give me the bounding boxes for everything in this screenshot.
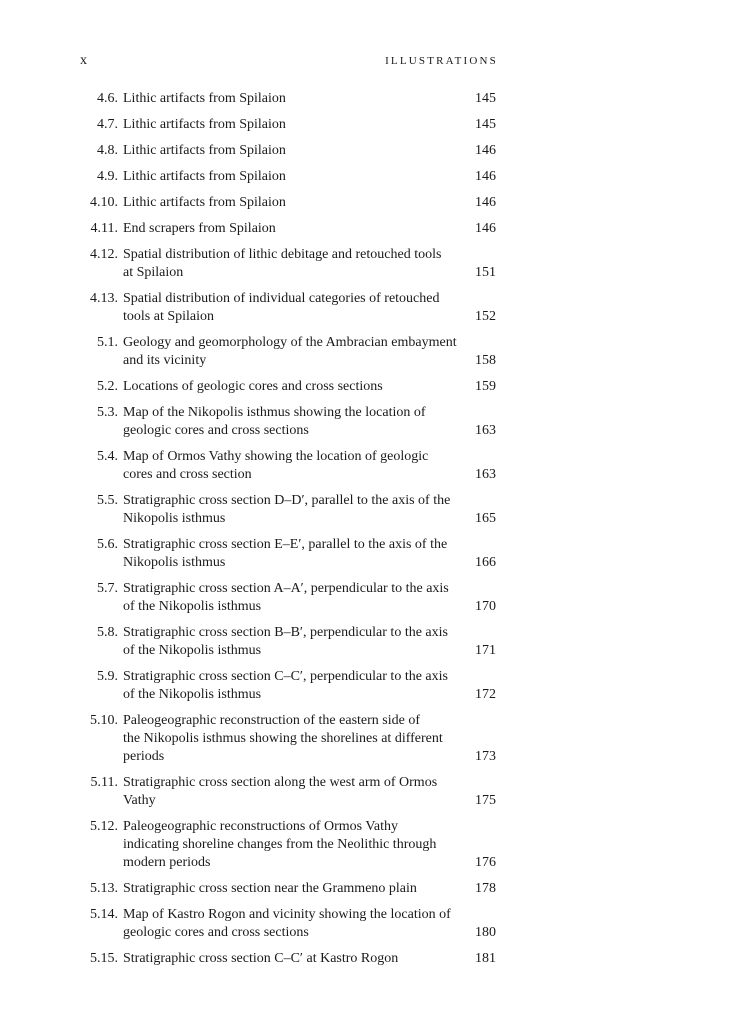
- list-item: [0, 668, 748, 704]
- caption-line: Lithic artifacts from Spilaion: [123, 117, 286, 132]
- caption-line: Map of Ormos Vathy showing the location of geologic: [123, 449, 429, 464]
- figure-caption: [123, 220, 473, 238]
- figure-number: 4.12.: [90, 247, 118, 262]
- caption-line: End scrapers from Spilaion: [123, 221, 276, 236]
- illustrations-list: [0, 90, 748, 976]
- list-item: [0, 536, 748, 572]
- figure-caption: [123, 142, 473, 160]
- caption-line: Lithic artifacts from Spilaion: [123, 143, 286, 158]
- list-item: [0, 290, 748, 326]
- figure-number: 5.1.: [97, 335, 118, 350]
- page-reference: 170: [475, 599, 496, 614]
- list-item: [0, 246, 748, 282]
- caption-line: of the Nikopolis isthmus: [123, 643, 262, 658]
- figure-number: 5.11.: [90, 775, 118, 790]
- page-reference: 171: [475, 643, 496, 658]
- caption-line: Stratigraphic cross section A–A′, perpendicular to the axis: [123, 581, 449, 596]
- caption-line: tools at Spilaion: [123, 309, 214, 324]
- figure-caption: [123, 712, 473, 766]
- figure-number: 5.12.: [90, 819, 118, 834]
- caption-line: Nikopolis isthmus: [123, 511, 226, 526]
- caption-line: of the Nikopolis isthmus: [123, 599, 262, 614]
- page-reference: 165: [475, 511, 496, 526]
- list-item: [0, 194, 748, 212]
- caption-line: periods: [123, 749, 165, 764]
- figure-caption: [123, 774, 473, 810]
- page-reference: 173: [475, 749, 496, 764]
- list-item: [0, 378, 748, 396]
- list-item: [0, 818, 748, 872]
- figure-number: 4.6.: [97, 91, 118, 106]
- caption-line: Spatial distribution of lithic debitage and retouched tools: [123, 247, 442, 262]
- caption-line: Lithic artifacts from Spilaion: [123, 195, 286, 210]
- caption-line: of the Nikopolis isthmus: [123, 687, 262, 702]
- list-item: [0, 580, 748, 616]
- caption-line: Lithic artifacts from Spilaion: [123, 169, 286, 184]
- page-reference: 146: [475, 143, 496, 158]
- caption-line: Stratigraphic cross section E–E′, parallel to the axis of the: [123, 537, 448, 552]
- list-item: [0, 774, 748, 810]
- page-reference: 163: [475, 467, 496, 482]
- figure-caption: [123, 194, 473, 212]
- figure-caption: [123, 116, 473, 134]
- page-reference: 181: [475, 951, 496, 966]
- figure-number: 4.8.: [97, 143, 118, 158]
- figure-number: 5.9.: [97, 669, 118, 684]
- list-item: [0, 168, 748, 186]
- figure-caption: [123, 950, 473, 968]
- list-item: [0, 404, 748, 440]
- figure-caption: [123, 404, 473, 440]
- figure-number: 4.9.: [97, 169, 118, 184]
- page-reference: 145: [475, 91, 496, 106]
- page-reference: 151: [475, 265, 496, 280]
- figure-caption: [123, 334, 473, 370]
- page-reference: 176: [475, 855, 496, 870]
- figure-number: 5.13.: [90, 881, 118, 896]
- caption-line: Paleogeographic reconstruction of the eastern side of: [123, 713, 421, 728]
- figure-caption: [123, 90, 473, 108]
- figure-caption: [123, 378, 473, 396]
- caption-line: indicating shoreline changes from the Neolithic through: [123, 837, 437, 852]
- caption-line: Stratigraphic cross section C–C′ at Kastro Rogon: [123, 951, 399, 966]
- page-reference: 163: [475, 423, 496, 438]
- page-reference: 166: [475, 555, 496, 570]
- figure-caption: [123, 624, 473, 660]
- list-item: [0, 90, 748, 108]
- caption-line: Paleogeographic reconstructions of Ormos Vathy: [123, 819, 399, 834]
- caption-line: Spatial distribution of individual categories of retouched: [123, 291, 440, 306]
- list-item: [0, 220, 748, 238]
- figure-caption: [123, 492, 473, 528]
- caption-line: Nikopolis isthmus: [123, 555, 226, 570]
- page-reference: 172: [475, 687, 496, 702]
- caption-line: and its vicinity: [123, 353, 207, 368]
- caption-line: geologic cores and cross sections: [123, 423, 309, 438]
- caption-line: the Nikopolis isthmus showing the shorelines at different: [123, 731, 443, 746]
- figure-caption: [123, 290, 473, 326]
- figure-number: 4.13.: [90, 291, 118, 306]
- figure-number: 5.4.: [97, 449, 118, 464]
- page-reference: 146: [475, 221, 496, 236]
- list-item: [0, 142, 748, 160]
- figure-number: 4.11.: [90, 221, 118, 236]
- caption-line: Lithic artifacts from Spilaion: [123, 91, 286, 106]
- caption-line: Map of Kastro Rogon and vicinity showing the location of: [123, 907, 451, 922]
- page-reference: 175: [475, 793, 496, 808]
- caption-line: Locations of geologic cores and cross sections: [123, 379, 383, 394]
- page-reference: 152: [475, 309, 496, 324]
- figure-number: 5.8.: [97, 625, 118, 640]
- caption-line: Vathy: [123, 793, 156, 808]
- list-item: [0, 880, 748, 898]
- caption-line: Stratigraphic cross section near the Grammeno plain: [123, 881, 417, 896]
- caption-line: Stratigraphic cross section C–C′, perpendicular to the axis: [123, 669, 448, 684]
- page-reference: 145: [475, 117, 496, 132]
- page-reference: 178: [475, 881, 496, 896]
- running-head: ILLUSTRATIONS: [385, 55, 498, 67]
- figure-number: 4.10.: [90, 195, 118, 210]
- caption-line: Stratigraphic cross section along the west arm of Ormos: [123, 775, 438, 790]
- page-reference: 146: [475, 195, 496, 210]
- caption-line: modern periods: [123, 855, 211, 870]
- figure-caption: [123, 818, 473, 872]
- page-reference: 158: [475, 353, 496, 368]
- figure-caption: [123, 168, 473, 186]
- list-item: [0, 712, 748, 766]
- caption-line: Stratigraphic cross section B–B′, perpendicular to the axis: [123, 625, 448, 640]
- figure-number: 5.5.: [97, 493, 118, 508]
- figure-number: 5.7.: [97, 581, 118, 596]
- caption-line: at Spilaion: [123, 265, 184, 280]
- figure-number: 5.10.: [90, 713, 118, 728]
- list-item: [0, 492, 748, 528]
- caption-line: Geology and geomorphology of the Ambracian embayment: [123, 335, 457, 350]
- figure-caption: [123, 580, 473, 616]
- page-reference: 180: [475, 925, 496, 940]
- list-item: [0, 448, 748, 484]
- figure-number: 5.15.: [90, 951, 118, 966]
- list-item: [0, 906, 748, 942]
- list-item: [0, 334, 748, 370]
- figure-number: 5.6.: [97, 537, 118, 552]
- figure-caption: [123, 246, 473, 282]
- caption-line: Map of the Nikopolis isthmus showing the location of: [123, 405, 426, 420]
- caption-line: geologic cores and cross sections: [123, 925, 309, 940]
- figure-number: 4.7.: [97, 117, 118, 132]
- figure-caption: [123, 448, 473, 484]
- figure-caption: [123, 906, 473, 942]
- list-item: [0, 950, 748, 968]
- figure-number: 5.2.: [97, 379, 118, 394]
- figure-number: 5.14.: [90, 907, 118, 922]
- figure-caption: [123, 668, 473, 704]
- page-number: x: [80, 53, 88, 68]
- list-item: [0, 116, 748, 134]
- caption-line: Stratigraphic cross section D–D′, parallel to the axis of the: [123, 493, 451, 508]
- figure-number: 5.3.: [97, 405, 118, 420]
- list-item: [0, 624, 748, 660]
- figure-caption: [123, 880, 473, 898]
- page-reference: 159: [475, 379, 496, 394]
- figure-caption: [123, 536, 473, 572]
- page-reference: 146: [475, 169, 496, 184]
- caption-line: cores and cross section: [123, 467, 252, 482]
